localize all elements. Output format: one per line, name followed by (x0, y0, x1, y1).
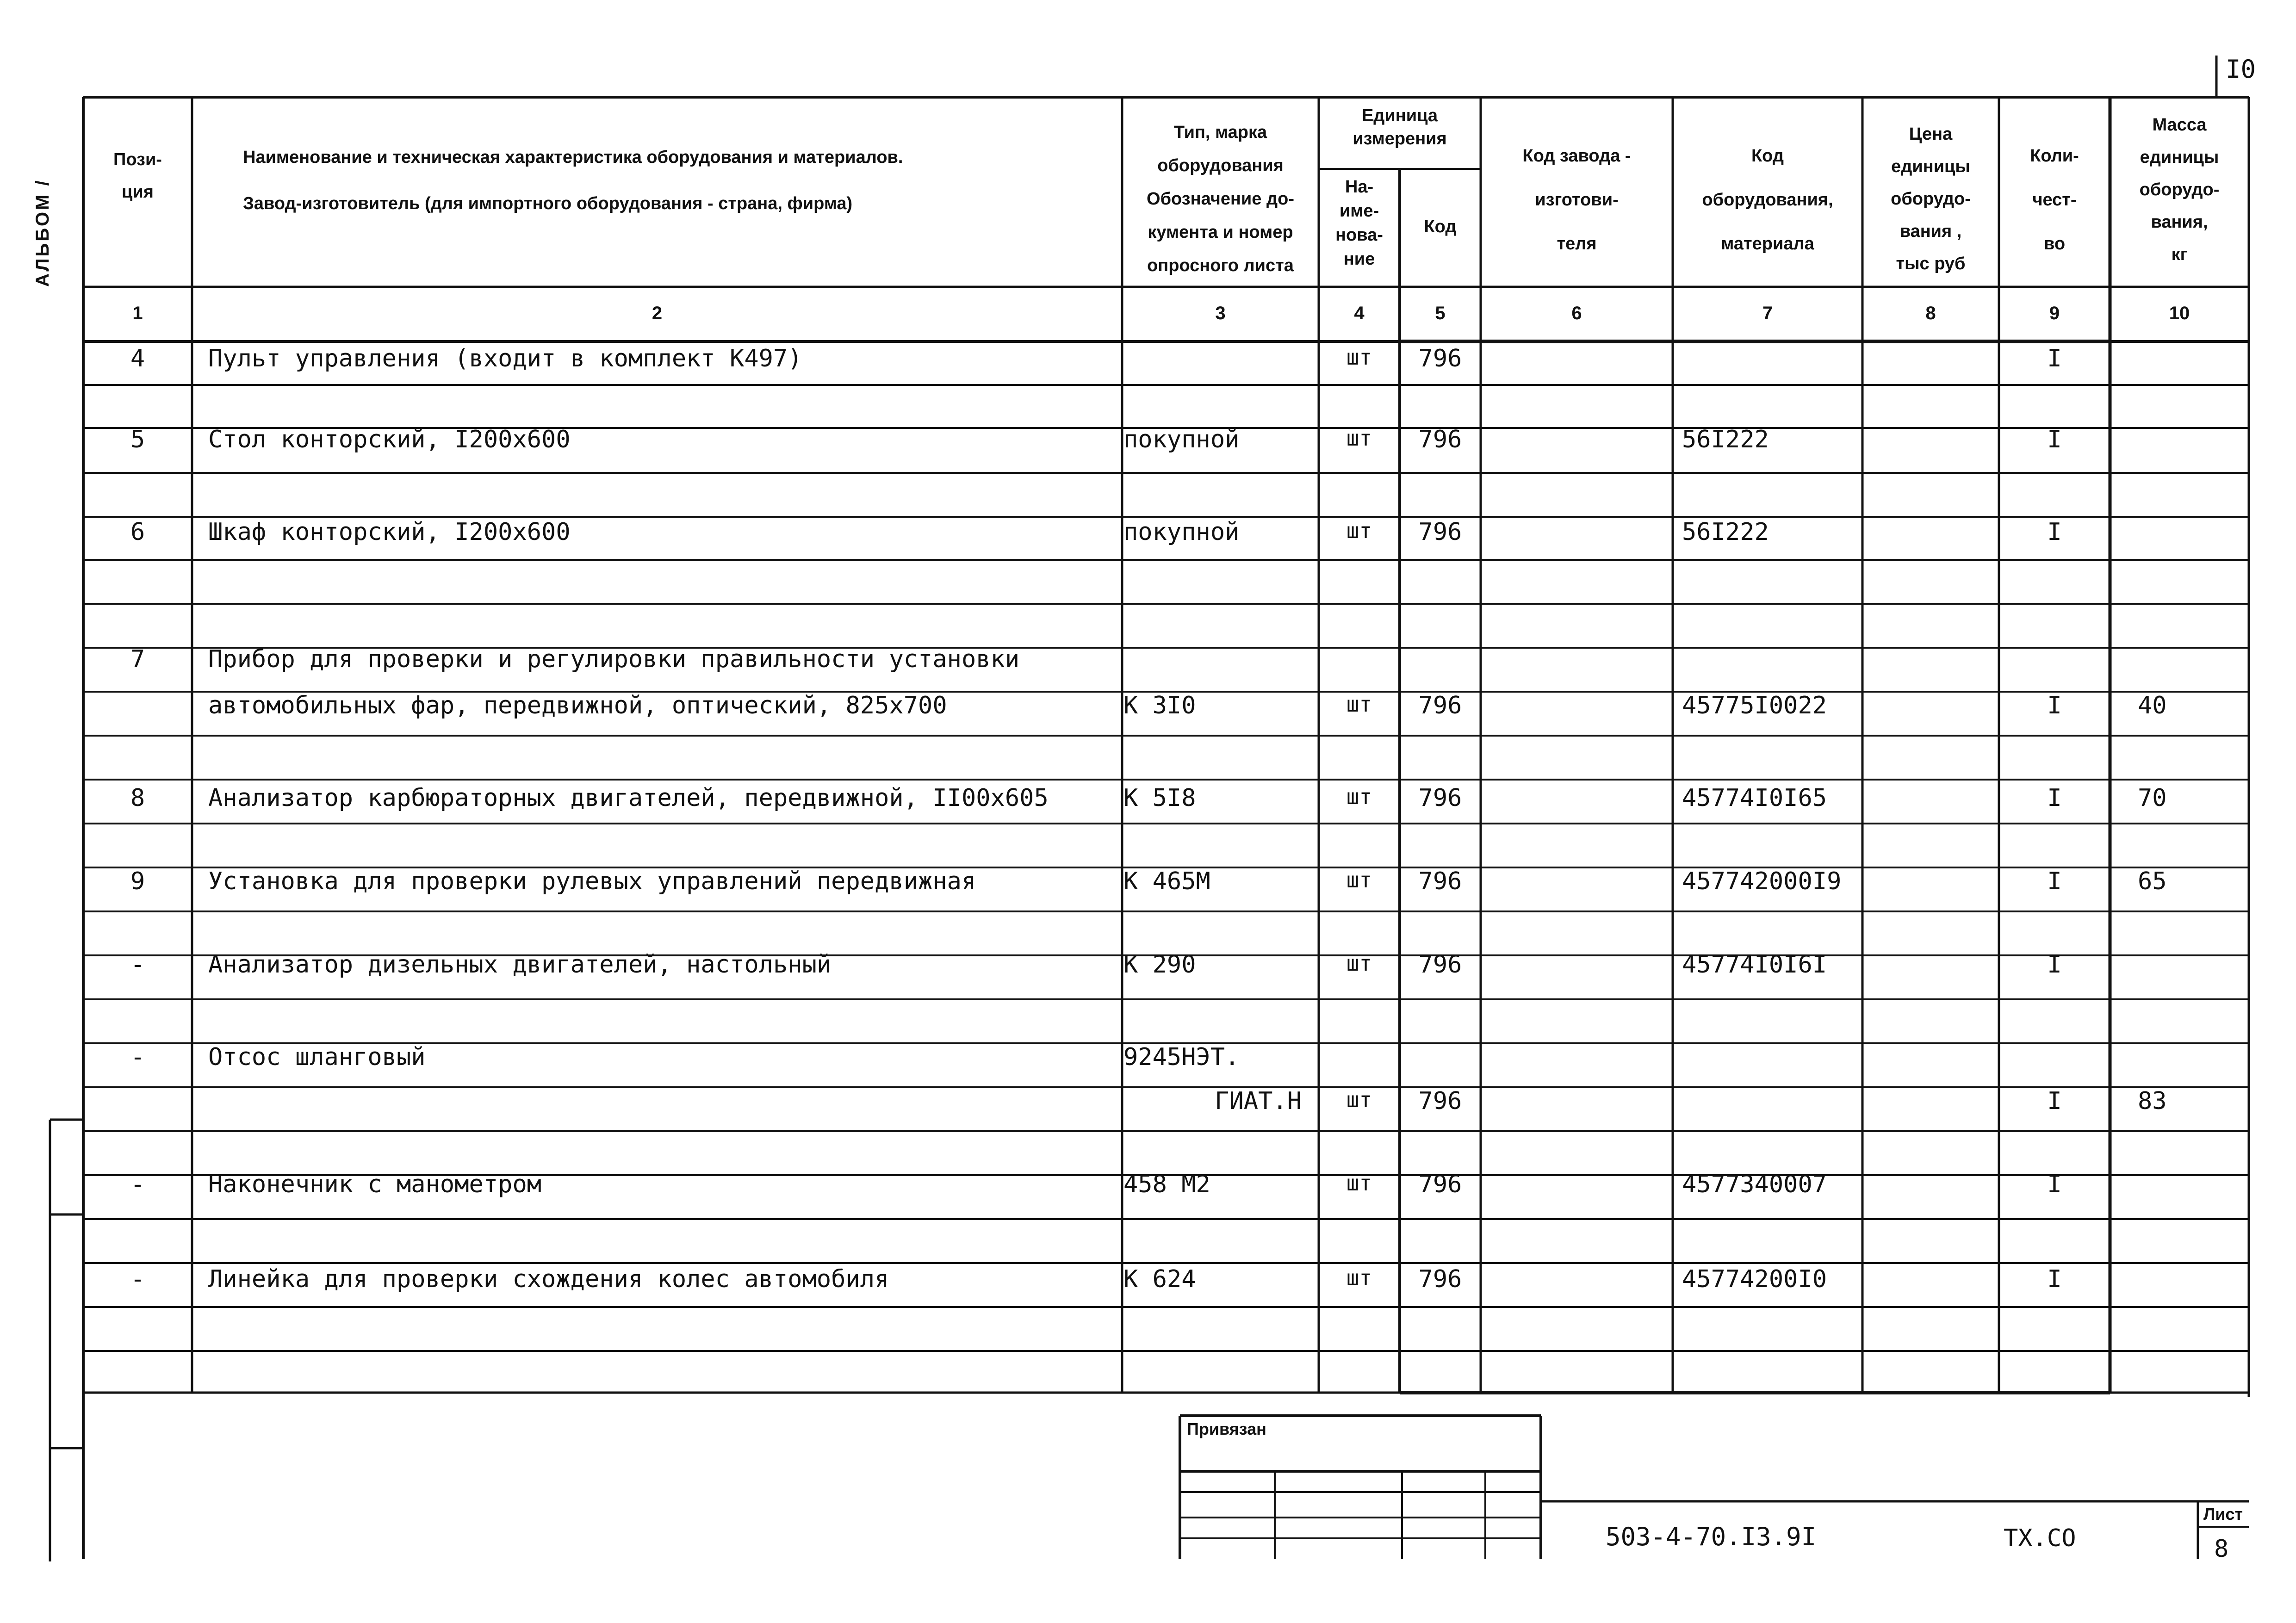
header-equip-code-line: материала (1721, 234, 1814, 254)
table-cell-unit: шт (1346, 426, 1372, 451)
page-number: I0 (2226, 55, 2256, 84)
table-cell-pos: 4 (130, 345, 145, 372)
table-cell-type: К 465М (1123, 867, 1210, 895)
table-cell-equip: 45774I0I6I (1682, 951, 1827, 979)
table-cell-mass: 83 (2138, 1087, 2167, 1115)
header-type-line: Тип, марка (1173, 123, 1267, 142)
table-cell-qty: I (2047, 345, 2062, 372)
header-type-line: оборудования (1157, 156, 1284, 175)
header-factory-code-line: теля (1557, 234, 1597, 254)
header-price-line: тыс руб (1896, 254, 1966, 273)
table-cell-qty: I (2047, 1087, 2062, 1115)
table-cell-pos: 5 (130, 426, 145, 453)
table-cell-code: 796 (1418, 345, 1462, 372)
table-cell-equip: 457742000I9 (1682, 867, 1842, 895)
header-name-line: Наименование и техническая характеристика оборудования и материалов. (243, 148, 903, 167)
table-cell-name: Линейка для проверки схождения колес автомобиля (208, 1265, 889, 1293)
table-cell-pos: - (130, 1043, 145, 1071)
table-cell-equip: 45774I0I65 (1682, 784, 1827, 812)
stamp-doc-code: 503-4-70.I3.9I (1606, 1522, 1817, 1551)
table-cell-unit: шт (1346, 867, 1372, 892)
table-cell-unit: шт (1346, 345, 1372, 370)
header-mass-line: кг (2171, 245, 2188, 264)
stamp-sheet-number: 8 (2214, 1535, 2229, 1558)
table-cell-mass: 65 (2138, 867, 2167, 895)
table-cell-code: 796 (1418, 426, 1462, 453)
table-cell-qty: I (2047, 784, 2062, 812)
column-number: 6 (1571, 303, 1582, 323)
table-cell-pos: 8 (130, 784, 145, 812)
table-cell-code: 796 (1418, 951, 1462, 979)
table-cell-name: Отсос шланговый (208, 1043, 426, 1071)
header-qty-line: чест- (2032, 190, 2077, 210)
table-cell-unit: шт (1346, 518, 1372, 543)
header-type-line: опросного листа (1147, 256, 1294, 275)
table-cell-name: Анализатор дизельных двигателей, настольный (208, 951, 832, 979)
stamp-bound-label: Привязан (1187, 1419, 1266, 1438)
column-number: 4 (1354, 303, 1365, 323)
table-cell-pos: - (130, 1171, 145, 1198)
header-price-line: единицы (1891, 157, 1970, 176)
table-cell-qty: I (2047, 951, 2062, 979)
header-mass-line: Масса (2152, 115, 2207, 135)
header-price-line: Цена (1909, 124, 1953, 144)
table-cell-pos: 7 (130, 645, 145, 673)
header-type-line: Обозначение до- (1147, 189, 1294, 209)
table-cell-type: К 290 (1123, 951, 1196, 979)
table-cell-qty: I (2047, 692, 2062, 719)
header-mass-line: оборудо- (2139, 180, 2220, 199)
table-cell-pos: - (130, 951, 145, 979)
table-cell-name: Наконечник с манометром (208, 1171, 542, 1198)
stamp-sheet-label: Лист (2203, 1505, 2243, 1524)
header-factory-code-line: Код завода - (1522, 146, 1631, 166)
header-price-line: вания , (1899, 222, 1962, 241)
header-unit-name-line: име- (1339, 201, 1379, 221)
table-cell-code: 796 (1418, 784, 1462, 812)
table-cell-name: автомобильных фар, передвижной, оптический, 825x700 (208, 692, 947, 719)
table-cell-equip: 45775I0022 (1682, 692, 1827, 719)
album-label: АЛЬБОМ / (32, 179, 53, 287)
table-cell-type: покупной (1123, 426, 1240, 453)
table-cell-type: К 624 (1123, 1265, 1196, 1293)
table-cell-code: 796 (1418, 1171, 1462, 1198)
table-cell-code: 796 (1418, 518, 1462, 546)
header-unit-code: Код (1424, 217, 1457, 236)
header-unit-name-line: На- (1345, 177, 1374, 197)
table-cell-unit: шт (1346, 1171, 1372, 1196)
table-cell-name: Прибор для проверки и регулировки правильности установки (208, 645, 1020, 673)
header-mass-line: единицы (2140, 148, 2219, 167)
header-factory-code-line: изготови- (1535, 190, 1619, 210)
column-number: 1 (132, 303, 143, 323)
table-cell-mass: 70 (2138, 784, 2167, 812)
table-cell-name: Анализатор карбюраторных двигателей, передвижной, II00x605 (208, 784, 1049, 812)
table-cell-equip: 4577340007 (1682, 1171, 1827, 1198)
table-cell-equip: 56I222 (1682, 518, 1769, 546)
table-cell-qty: I (2047, 518, 2062, 546)
table-cell-code: 796 (1418, 1265, 1462, 1293)
table-cell-unit: шт (1346, 1265, 1372, 1290)
column-number: 9 (2049, 303, 2060, 323)
column-number: 5 (1435, 303, 1446, 323)
header-unit-name-line: нова- (1335, 225, 1383, 245)
column-number: 10 (2169, 303, 2190, 323)
table-cell-qty: I (2047, 426, 2062, 453)
header-qty-line: во (2043, 234, 2066, 254)
table-cell-unit: шт (1346, 784, 1372, 809)
table-cell-name: Шкаф конторский, I200x600 (208, 518, 571, 546)
header-qty-line: Коли- (2030, 146, 2079, 166)
table-cell-pos: 9 (130, 867, 145, 895)
header-type-line: кумента и номер (1148, 223, 1293, 242)
column-number: 2 (652, 303, 663, 323)
header-equip-code-line: Код (1751, 146, 1784, 166)
table-cell-qty: I (2047, 867, 2062, 895)
header-position-line: Пози- (113, 150, 162, 169)
table-cell-type: К 3I0 (1123, 692, 1196, 719)
column-number: 3 (1215, 303, 1226, 323)
stamp-doc-suffix: ТХ.СО (2004, 1524, 2076, 1552)
header-unit-name-line: ние (1343, 249, 1375, 269)
header-unit: Единица измерения (1353, 106, 1447, 149)
table-cell-equip: 45774200I0 (1682, 1265, 1827, 1293)
column-number: 7 (1762, 303, 1773, 323)
table-cell-type: покупной (1123, 518, 1240, 546)
table-cell-code: 796 (1418, 1087, 1462, 1115)
column-number: 8 (1925, 303, 1936, 323)
header-position-line: ция (122, 182, 154, 202)
table-cell-qty: I (2047, 1171, 2062, 1198)
table-cell-type: 9245НЭТ. (1123, 1043, 1240, 1071)
table-cell-code: 796 (1418, 867, 1462, 895)
table-cell-type: К 5I8 (1123, 784, 1196, 812)
table-cell-name: Стол конторский, I200x600 (208, 426, 571, 453)
table-cell-type: ГИАТ.Н (1215, 1087, 1302, 1115)
header-mass-line: вания, (2151, 212, 2208, 232)
table-cell-equip: 56I222 (1682, 426, 1769, 453)
header-equip-code-line: оборудования, (1702, 190, 1833, 210)
table-cell-name: Пульт управления (входит в комплект К497) (208, 345, 802, 372)
table-cell-name: Установка для проверки рулевых управлений передвижная (208, 867, 976, 895)
header-name-line: Завод-изготовитель (для импортного оборудования - страна, фирма) (243, 194, 853, 213)
table-cell-unit: шт (1346, 1087, 1372, 1112)
header-price-line: оборудо- (1891, 189, 1971, 209)
table-cell-pos: - (130, 1265, 145, 1293)
table-cell-pos: 6 (130, 518, 145, 546)
table-cell-unit: шт (1346, 951, 1372, 976)
table-cell-mass: 40 (2138, 692, 2167, 719)
table-cell-code: 796 (1418, 692, 1462, 719)
table-cell-unit: шт (1346, 692, 1372, 717)
table-cell-qty: I (2047, 1265, 2062, 1293)
table-cell-type: 458 М2 (1123, 1171, 1210, 1198)
